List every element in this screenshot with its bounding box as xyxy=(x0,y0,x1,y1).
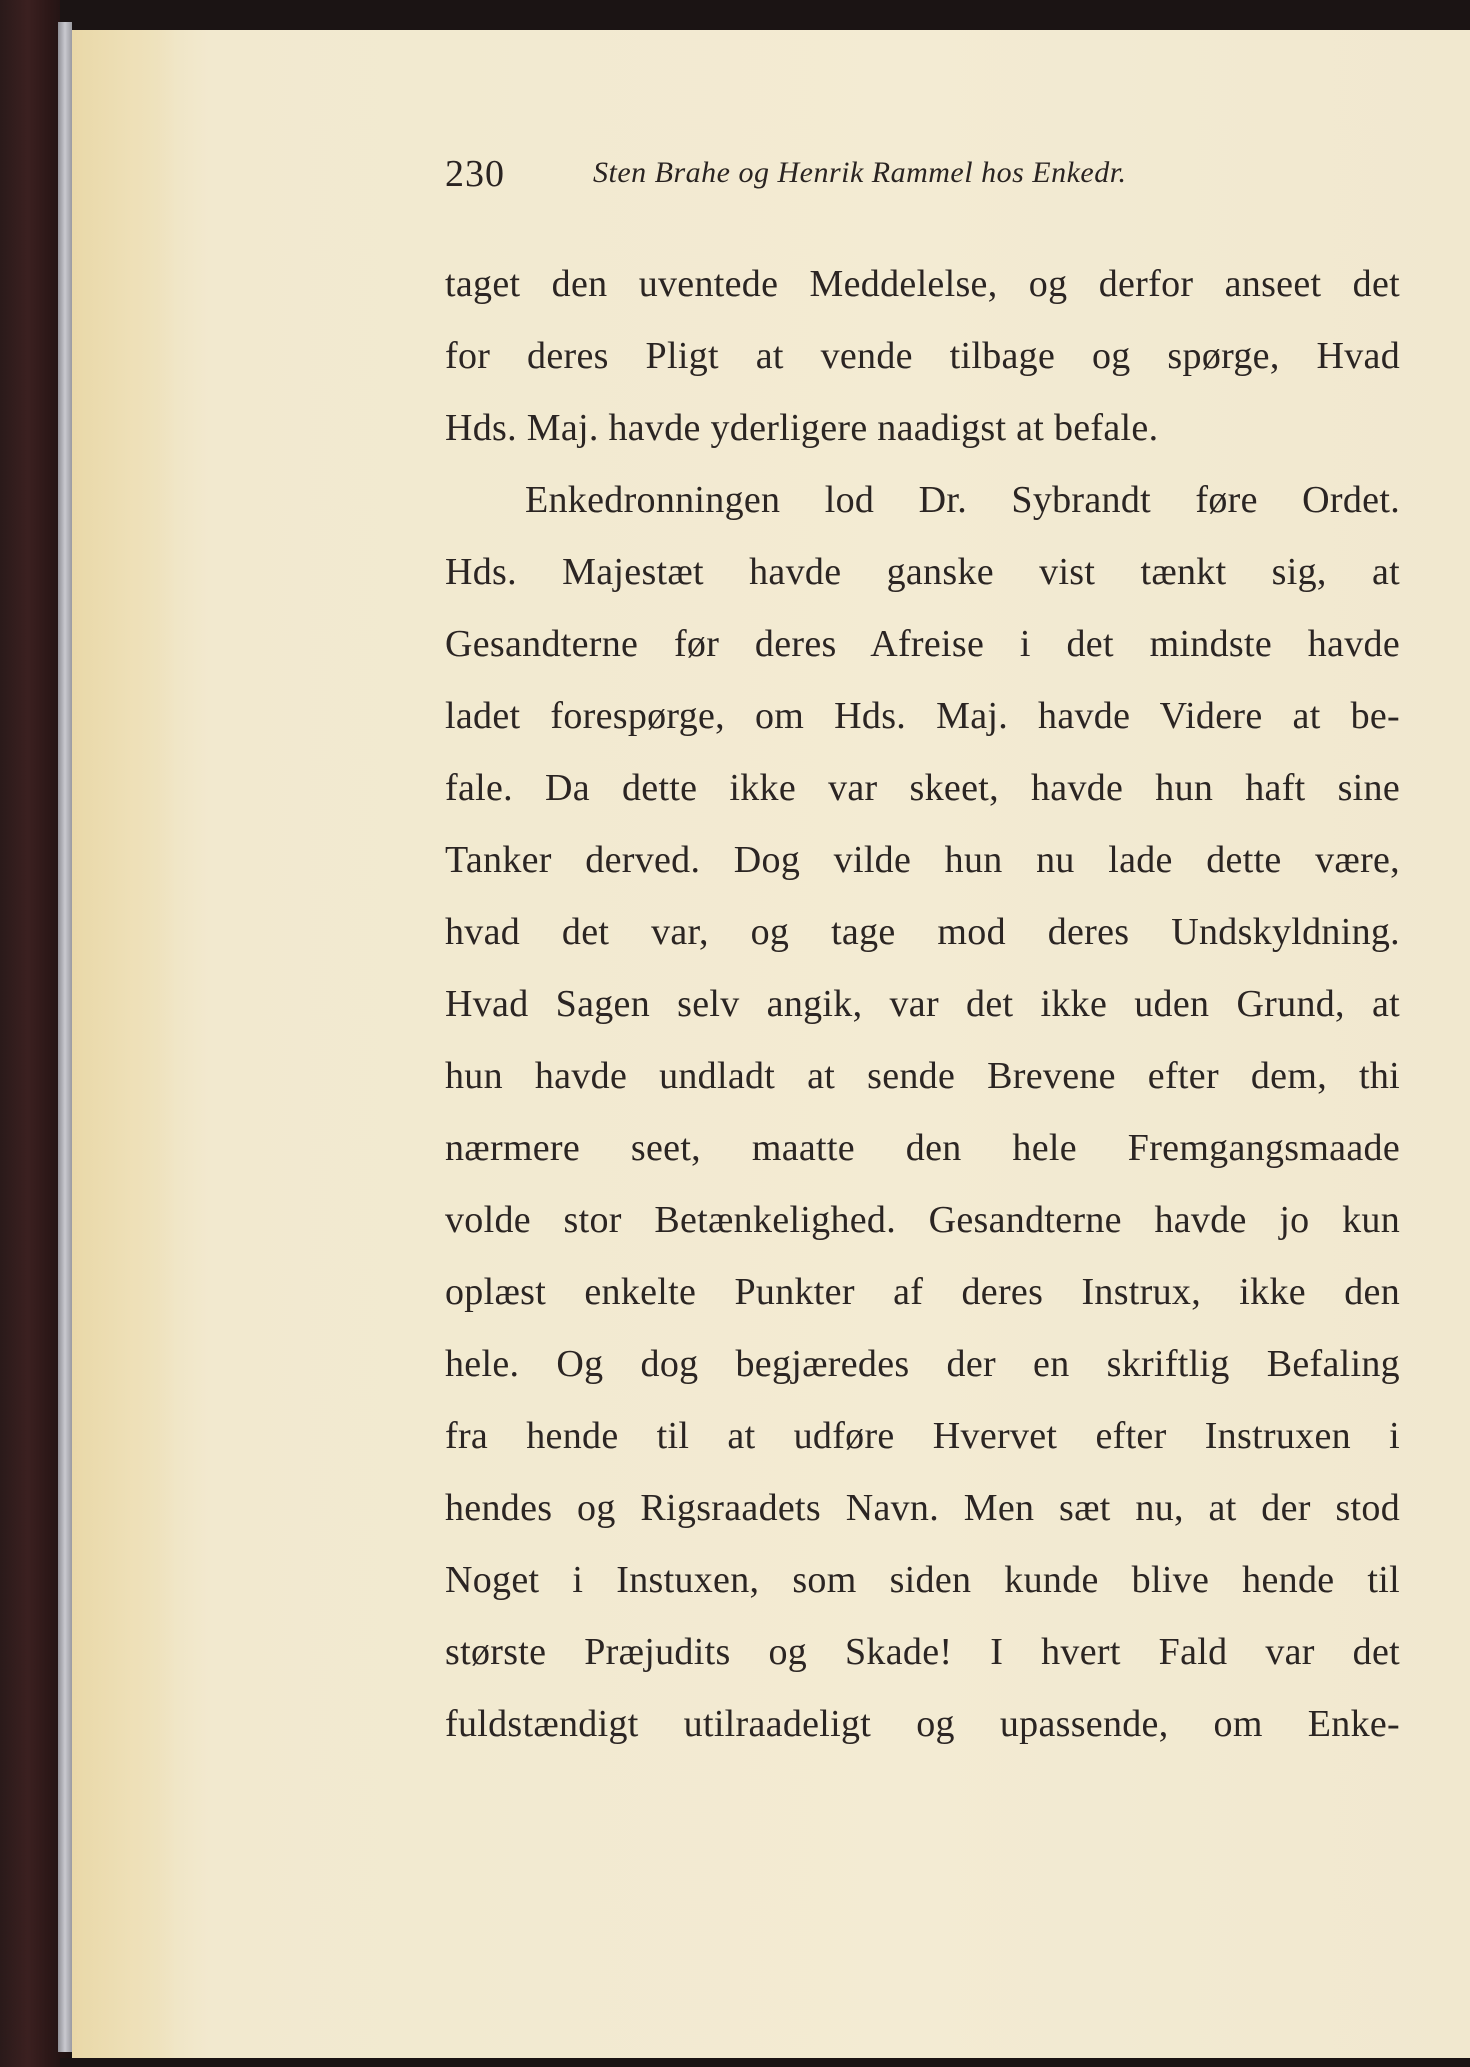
bottom-shadow-band xyxy=(60,2058,1470,2067)
text-line: hendes og Rigsraadets Navn. Men sæt nu, at der stod xyxy=(445,1487,1400,1529)
body-text xyxy=(445,252,1400,1764)
text-line: hun havde undladt at sende Brevene efter dem, thi xyxy=(445,1055,1400,1097)
text-line: ladet forespørge, om Hds. Maj. havde Videre at be- xyxy=(445,695,1400,737)
text-line: oplæst enkelte Punkter af deres Instrux, ikke den xyxy=(445,1271,1400,1313)
page-edge-stack xyxy=(58,22,72,2052)
page-number: 230 xyxy=(445,153,505,195)
text-line: største Præjudits og Skade! I hvert Fald var det xyxy=(445,1631,1400,1673)
text-line: fra hende til at udføre Hvervet efter Instruxen i xyxy=(445,1415,1400,1457)
text-line: Enkedronningen lod Dr. Sybrandt føre Ordet. xyxy=(525,479,1400,521)
text-line: volde stor Betænkelighed. Gesandterne havde jo kun xyxy=(445,1199,1400,1241)
text-line: Noget i Instuxen, som siden kunde blive hende til xyxy=(445,1559,1400,1601)
text-line: nærmere seet, maatte den hele Fremgangsmaade xyxy=(445,1127,1400,1169)
text-line: Gesandterne før deres Afreise i det mindste havde xyxy=(445,623,1400,665)
text-line: Tanker derved. Dog vilde hun nu lade dette være, xyxy=(445,839,1400,881)
text-line: Hds. Maj. havde yderligere naadigst at befale. xyxy=(445,407,1159,449)
text-line: hvad det var, og tage mod deres Undskyldning. xyxy=(445,911,1400,953)
text-line: taget den uventede Meddelelse, og derfor anseet det xyxy=(445,263,1400,305)
top-shadow-band xyxy=(60,0,1470,30)
running-title: Sten Brahe og Henrik Rammel hos Enkedr. xyxy=(593,156,1127,189)
text-line: fuldstændigt utilraadeligt og upassende, om Enke- xyxy=(445,1703,1400,1745)
text-line: for deres Pligt at vende tilbage og spørge, Hvad xyxy=(445,335,1400,377)
text-line: Hds. Majestæt havde ganske vist tænkt sig, at xyxy=(445,551,1400,593)
text-line: hele. Og dog begjæredes der en skriftlig Befaling xyxy=(445,1343,1400,1385)
running-head xyxy=(445,152,1275,208)
page-gutter xyxy=(72,30,177,2060)
text-line: fale. Da dette ikke var skeet, havde hun haft sine xyxy=(445,767,1400,809)
text-line: Hvad Sagen selv angik, var det ikke uden Grund, at xyxy=(445,983,1400,1025)
